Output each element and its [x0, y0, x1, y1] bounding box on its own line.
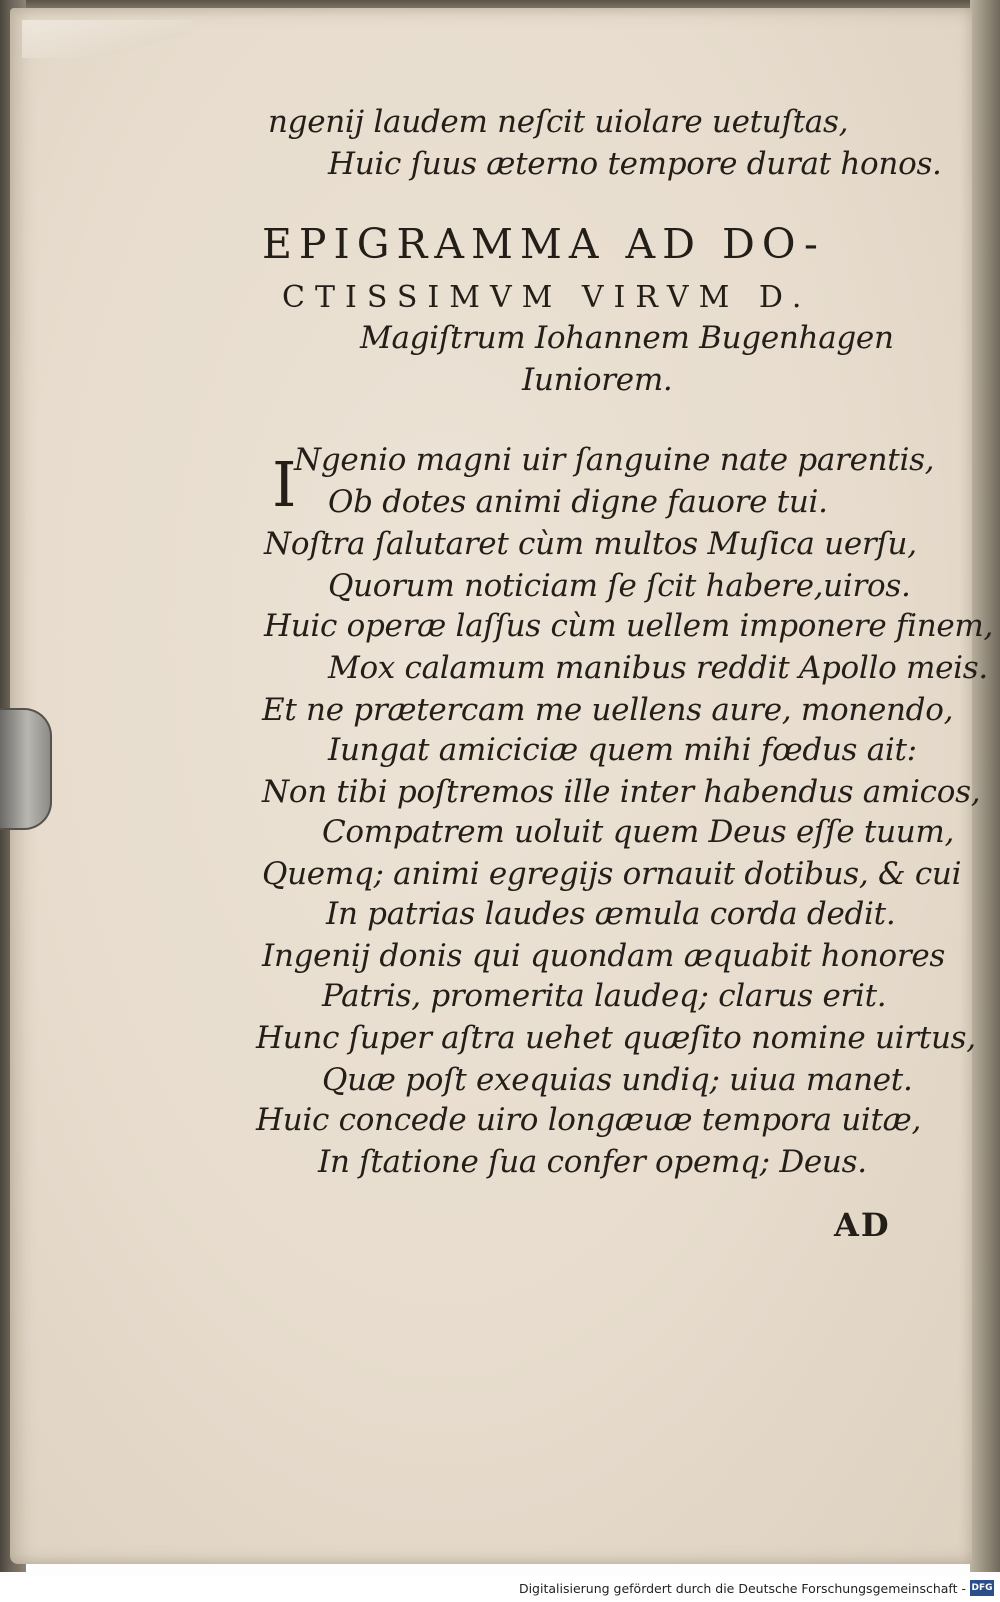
poem-line-8: Iungat amiciciæ quem mihi fœdus ait: [328, 732, 917, 768]
poem-line-4: Quorum noticiam ſe ſcit habere,uiros. [328, 568, 911, 604]
poem-line-6: Mox calamum manibus reddit Apollo meis. [328, 650, 988, 686]
poem-line-13: Ingenij donis qui quondam æquabit honores [262, 938, 946, 974]
poem-line-7: Et ne prætercam me uellens aure, monendo, [262, 692, 954, 728]
poem-line-10: Compatrem uoluit quem Deus eſſe tuum, [322, 814, 955, 850]
heading-line-4: Iuniorem. [522, 362, 673, 398]
poem-line-14: Patris, promerita laudeq; clarus erit. [322, 978, 887, 1014]
heading-line-2: CTISSIMVM VIRVM D. [282, 280, 812, 315]
page-clip [0, 708, 52, 830]
poem-line-1: Ngenio magni uir ſanguine nate parentis, [294, 442, 935, 478]
footer-bar [0, 1576, 1000, 1602]
scanned-page [10, 8, 994, 1564]
poem-line-16: Quæ poſt exequias undiq; uiua manet. [322, 1062, 913, 1098]
poem-line-15: Hunc ſuper aſtra uehet quæſito nomine uirtus, [256, 1020, 976, 1056]
poem-line-9: Non tibi poſtremos ille inter habendus amicos, [262, 774, 981, 810]
catchword: AD [834, 1206, 891, 1244]
poem-line-12: In patrias laudes æmula corda dedit. [326, 896, 896, 932]
top-line-2: Huic ſuus æterno tempore durat honos. [328, 146, 942, 182]
poem-line-18: In ſtatione ſua confer opemq; Deus. [318, 1144, 867, 1180]
poem-line-17: Huic concede uiro longæuæ tempora uitæ, [256, 1102, 922, 1138]
page-corner-fold [22, 20, 192, 58]
top-line-1: ngenij laudem neſcit uiolare uetuſtas, [268, 104, 849, 140]
dfg-logo-icon: DFG [970, 1580, 994, 1596]
heading-line-1: EPIGRAMMA AD DO- [262, 220, 825, 268]
poem-line-2: Ob dotes animi digne fauore tui. [328, 484, 828, 520]
drop-cap: I [272, 448, 297, 521]
poem-line-5: Huic operæ laſſus cùm uellem imponere finem, [264, 608, 994, 644]
poem-line-11: Quemq; animi egregijs ornauit dotibus, & cui [262, 856, 962, 892]
heading-line-3: Magiſtrum Iohannem Bugenhagen [360, 320, 894, 356]
poem-line-3: Noſtra ſalutaret cùm multos Muſica uerſu, [264, 526, 917, 562]
funding-credit: Digitalisierung gefördert durch die Deutsche Forschungsgemeinschaft - [518, 1581, 966, 1596]
